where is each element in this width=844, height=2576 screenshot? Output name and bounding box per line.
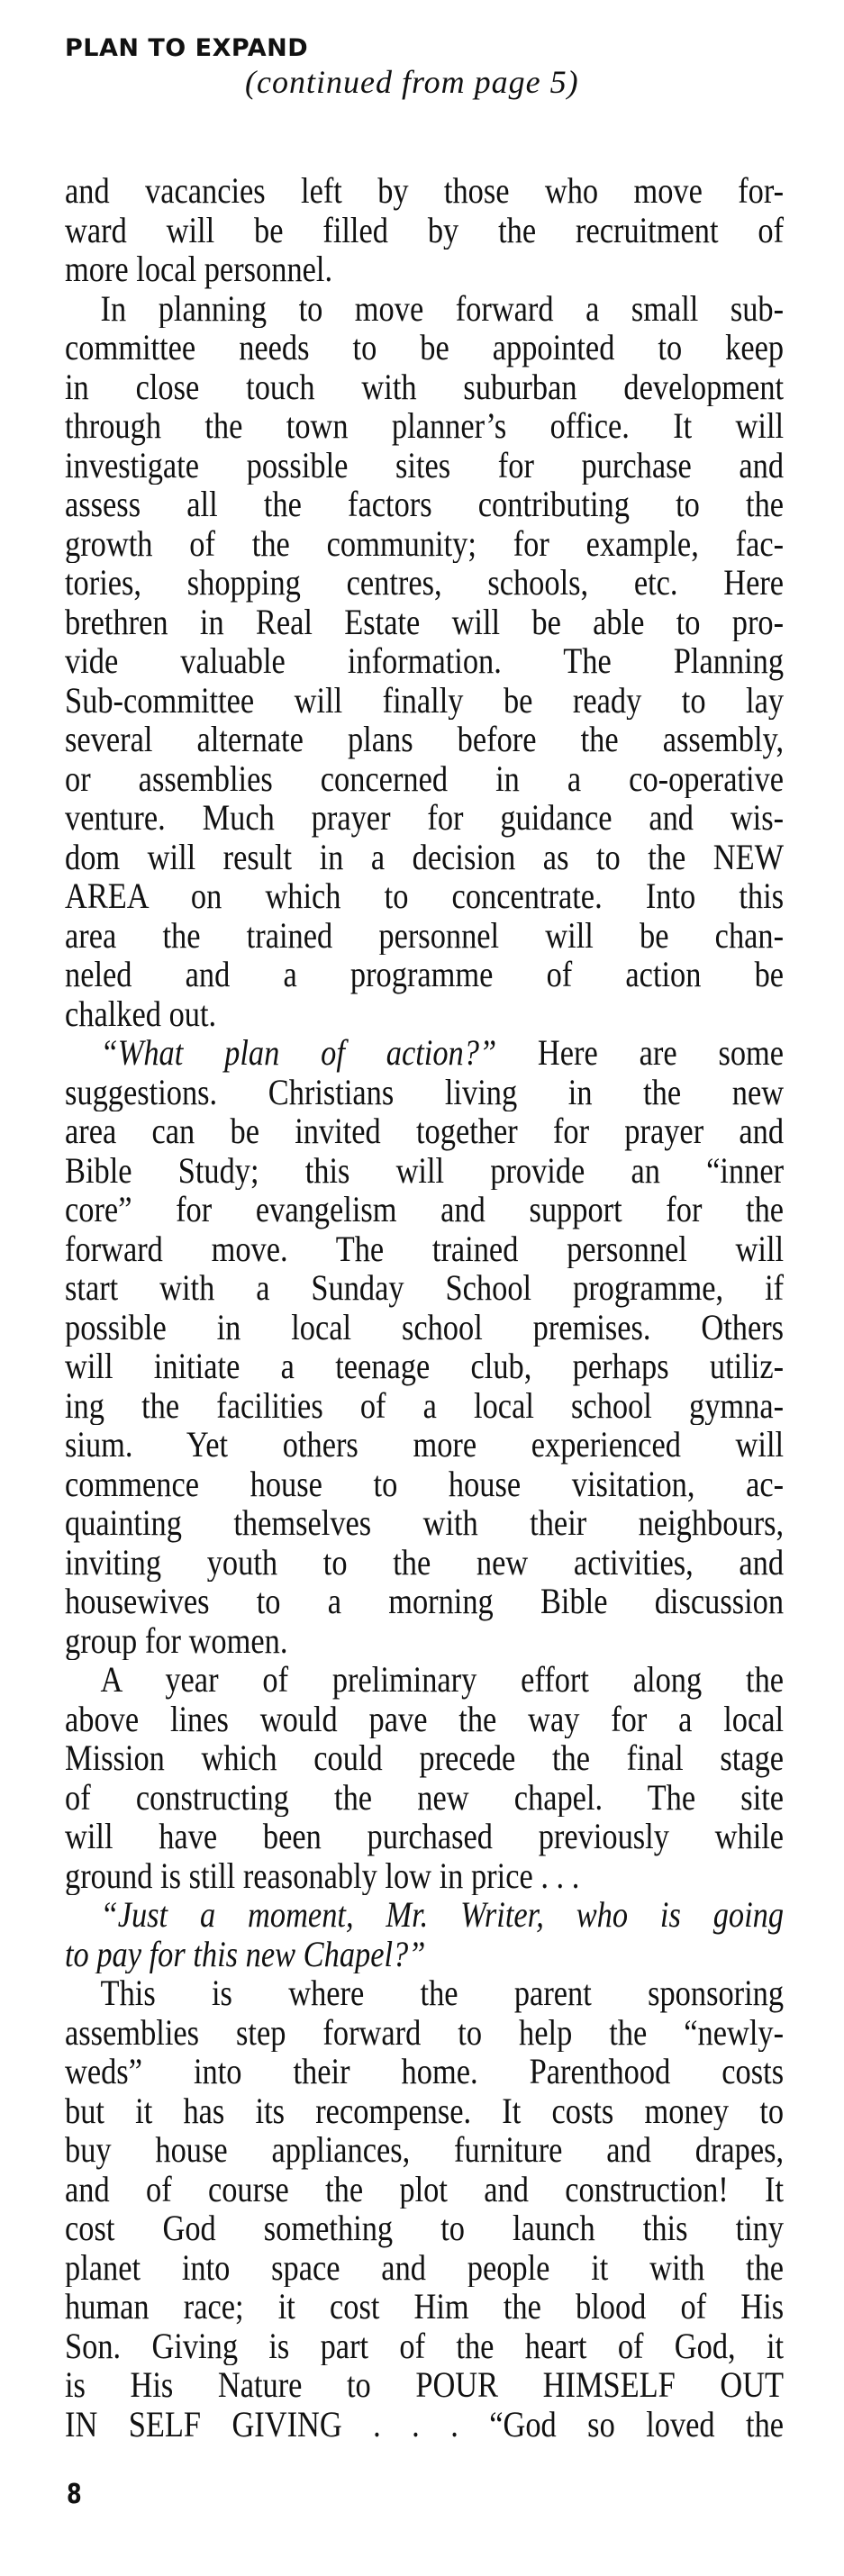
text-segment: inviting youth to the new activities, and bbox=[65, 1542, 785, 1582]
text-segment: but it has its recompense. It costs money to bbox=[65, 2091, 785, 2130]
italic-text: “Just a moment, Mr. Writer, who is going bbox=[100, 1895, 785, 1935]
text-line bbox=[65, 1817, 784, 1856]
text-line bbox=[65, 994, 784, 1034]
continuation-note: (continued from page 5) bbox=[245, 64, 579, 100]
text-segment: ground is still reasonably low in price . . . bbox=[65, 1855, 580, 1895]
text-line bbox=[65, 524, 784, 564]
text-segment: planet into space and people it with the bbox=[65, 2247, 785, 2287]
text-segment: Mission which could precede the final stage bbox=[65, 1738, 785, 1778]
text-segment: above lines would pave the way for a local bbox=[65, 1699, 785, 1738]
text-line bbox=[65, 2052, 784, 2091]
article-title: PLAN TO EXPAND bbox=[65, 34, 309, 62]
page-number: 8 bbox=[67, 2479, 82, 2510]
text-line bbox=[65, 1268, 784, 1308]
text-segment: sium. Yet others more experienced will bbox=[65, 1425, 785, 1465]
text-segment: quainting themselves with their neighbours, bbox=[65, 1503, 785, 1543]
text-line bbox=[65, 1973, 784, 2013]
text-line bbox=[65, 171, 784, 211]
text-line bbox=[65, 446, 784, 485]
text-line bbox=[65, 2130, 784, 2170]
text-line bbox=[65, 2405, 784, 2444]
text-line bbox=[65, 2365, 784, 2405]
text-segment: assess all the factors contributing to the bbox=[65, 485, 785, 524]
text-line bbox=[65, 838, 784, 877]
text-segment: venture. Much prayer for guidance and wis- bbox=[65, 798, 785, 838]
text-segment: AREA on which to concentrate. Into this bbox=[65, 876, 785, 916]
text-line bbox=[65, 1347, 784, 1386]
text-line bbox=[65, 1111, 784, 1151]
text-segment: ward will be filled by the recruitment of bbox=[65, 210, 785, 249]
text-segment: Son. Giving is part of the heart of God, it bbox=[65, 2326, 785, 2365]
text-segment: investigate possible sites for purchase and bbox=[65, 445, 785, 485]
text-segment: brethren in Real Estate will be able to pro- bbox=[65, 602, 785, 641]
paragraph bbox=[65, 1660, 784, 1895]
text-segment: tories, shopping centres, schools, etc. Here bbox=[65, 563, 785, 603]
text-line bbox=[65, 955, 784, 994]
text-segment: committee needs to be appointed to keep bbox=[65, 328, 785, 367]
text-segment: Bible Study; this will provide an “inner bbox=[65, 1150, 785, 1190]
text-line bbox=[65, 1582, 784, 1621]
text-segment: is His Nature to POUR HIMSELF OUT bbox=[65, 2365, 785, 2405]
text-segment: In planning to move forward a small sub- bbox=[100, 288, 785, 328]
text-line bbox=[65, 249, 784, 289]
text-segment: group for women. bbox=[65, 1620, 288, 1660]
text-line bbox=[65, 1778, 784, 1818]
text-segment: more local personnel. bbox=[65, 249, 333, 289]
text-line bbox=[65, 2327, 784, 2366]
text-segment: and of course the plot and construction! It bbox=[65, 2169, 785, 2209]
text-line bbox=[65, 1700, 784, 1739]
text-line bbox=[65, 1073, 784, 1112]
text-segment: vide valuable information. The Planning bbox=[65, 641, 785, 681]
text-segment: area can be invited together for prayer and bbox=[65, 1111, 785, 1151]
text-line bbox=[65, 1503, 784, 1543]
text-line bbox=[65, 641, 784, 681]
text-line bbox=[65, 1935, 784, 1974]
text-line bbox=[65, 1621, 784, 1661]
text-line bbox=[65, 485, 784, 524]
text-line bbox=[65, 1033, 784, 1073]
text-line bbox=[65, 1229, 784, 1269]
text-line bbox=[65, 2248, 784, 2288]
text-line bbox=[65, 798, 784, 838]
text-segment: Sub-committee will finally be ready to lay bbox=[65, 680, 785, 720]
text-segment: core” for evangelism and support for the bbox=[65, 1190, 785, 1229]
text-segment: will initiate a teenage club, perhaps utiliz- bbox=[65, 1347, 785, 1386]
text-segment: weds” into their home. Parenthood costs bbox=[65, 2052, 785, 2091]
text-line bbox=[65, 406, 784, 446]
text-line bbox=[65, 2013, 784, 2053]
text-line bbox=[65, 1465, 784, 1504]
text-segment: growth of the community; for example, fac- bbox=[65, 523, 785, 563]
text-line bbox=[65, 759, 784, 799]
paragraph bbox=[65, 1033, 784, 1660]
text-segment: or assemblies concerned in a co-operative bbox=[65, 758, 785, 798]
text-segment: start with a Sunday School programme, if bbox=[65, 1268, 785, 1308]
text-line bbox=[65, 563, 784, 603]
text-line bbox=[65, 211, 784, 250]
text-line bbox=[65, 720, 784, 759]
text-line bbox=[65, 367, 784, 407]
article-body bbox=[65, 171, 784, 2444]
text-segment: commence house to house visitation, ac- bbox=[65, 1464, 785, 1503]
paragraph bbox=[65, 1895, 784, 1973]
text-segment: suggestions. Christians living in the new bbox=[65, 1072, 785, 1111]
text-line bbox=[65, 603, 784, 642]
text-segment: This is where the parent sponsoring bbox=[100, 1973, 785, 2013]
text-line bbox=[65, 1856, 784, 1896]
text-segment: chalked out. bbox=[65, 993, 217, 1033]
text-line bbox=[65, 681, 784, 721]
text-segment: cost God something to launch this tiny bbox=[65, 2209, 785, 2248]
text-line bbox=[65, 289, 784, 329]
text-line bbox=[65, 1386, 784, 1426]
text-segment: IN SELF GIVING . . . “God so loved the bbox=[65, 2404, 785, 2444]
text-segment: forward move. The trained personnel will bbox=[65, 1229, 785, 1268]
text-segment: in close touch with suburban development bbox=[65, 367, 785, 406]
text-segment: of constructing the new chapel. The site bbox=[65, 1777, 785, 1817]
text-line bbox=[65, 1895, 784, 1935]
text-line bbox=[65, 1190, 784, 1229]
italic-text: to pay for this new Chapel?” bbox=[65, 1934, 426, 1973]
italic-text: “What plan of action?” bbox=[100, 1033, 497, 1073]
text-segment: A year of preliminary effort along the bbox=[100, 1660, 785, 1700]
text-line bbox=[65, 328, 784, 367]
text-segment: dom will result in a decision as to the NEW bbox=[65, 837, 785, 876]
text-segment: human race; it cost Him the blood of His bbox=[65, 2287, 785, 2327]
text-line bbox=[65, 2287, 784, 2327]
text-segment: buy house appliances, furniture and drapes, bbox=[65, 2130, 785, 2170]
paragraph bbox=[65, 289, 784, 1034]
text-segment: and vacancies left by those who move for- bbox=[65, 171, 785, 211]
text-line bbox=[65, 2170, 784, 2209]
text-line bbox=[65, 1308, 784, 1347]
text-line bbox=[65, 2209, 784, 2248]
text-segment: Here are some bbox=[496, 1033, 785, 1073]
text-segment: through the town planner’s office. It will bbox=[65, 406, 785, 446]
text-line bbox=[65, 1660, 784, 1700]
text-line bbox=[65, 1151, 784, 1191]
paragraph bbox=[65, 171, 784, 289]
paragraph bbox=[65, 1973, 784, 2444]
text-segment: ing the facilities of a local school gymna- bbox=[65, 1385, 785, 1425]
text-line bbox=[65, 1425, 784, 1465]
text-segment: several alternate plans before the assembly, bbox=[65, 720, 785, 759]
text-segment: housewives to a morning Bible discussion bbox=[65, 1582, 785, 1621]
text-line bbox=[65, 1738, 784, 1778]
text-segment: area the trained personnel will be chan- bbox=[65, 915, 785, 955]
text-segment: neled and a programme of action be bbox=[65, 955, 785, 994]
text-line bbox=[65, 916, 784, 956]
text-line bbox=[65, 876, 784, 916]
text-segment: will have been purchased previously while bbox=[65, 1817, 785, 1856]
text-line bbox=[65, 2091, 784, 2131]
text-segment: assemblies step forward to help the “newly- bbox=[65, 2012, 785, 2052]
text-line bbox=[65, 1543, 784, 1583]
text-segment: possible in local school premises. Others bbox=[65, 1307, 785, 1347]
